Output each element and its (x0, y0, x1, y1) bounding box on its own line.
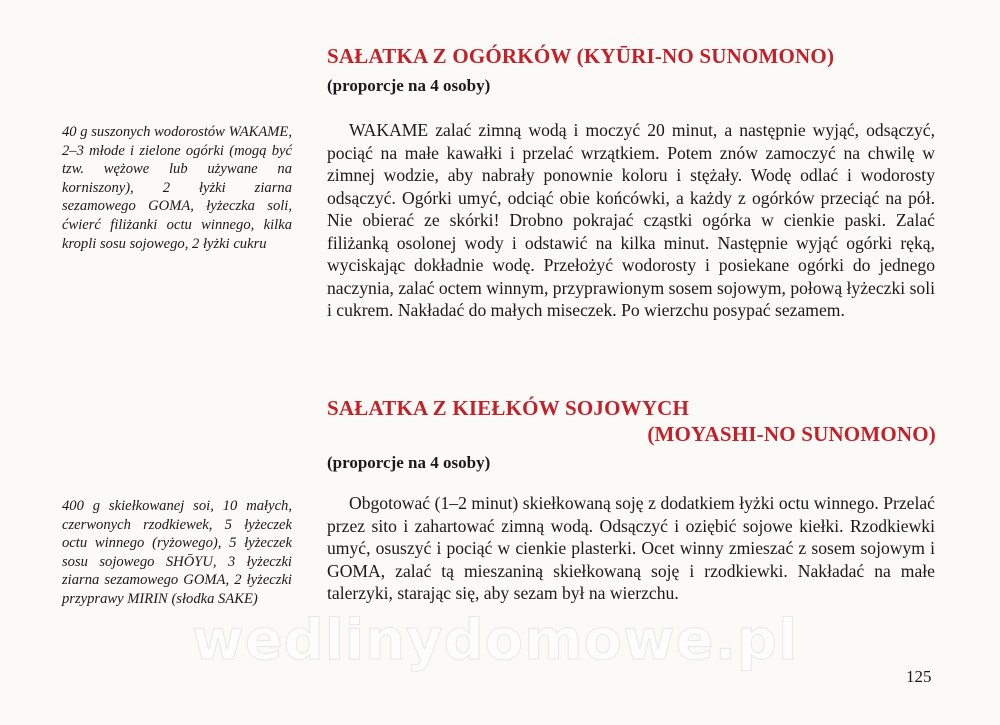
recipe1-title: SAŁATKA Z OGÓRKÓW (KYŪRI-NO SUNOMONO) (327, 44, 835, 68)
watermark: wedlinydomowe.pl (192, 608, 799, 673)
recipe1-ingredients: 40 g suszonych wodorostów WAKAME, 2–3 młode i zielone ogórki (mogą być tzw. wężowe lub używane na korniszony), 2 łyżki ziarna sezamowego GOMA, łyżeczka soli, ćwierć filiżanki octu winnego, kilka kropli sosu sojowego, 2 łyżki cukru (62, 124, 292, 252)
recipe2-instructions (327, 492, 935, 605)
recipe1-instructions (327, 119, 935, 322)
recipe2-portion: (proporcje na 4 osoby) (327, 453, 491, 472)
recipe2-instructions-text: Obgotować (1–2 minut) skiełkowaną soję z dodatkiem łyżki octu winnego. Przelać przez sito i zahartować zimną wodą. Odsączyć i oziębić sojowe kiełki. Rzodkiewki umyć, osuszyć i pociąć w cienkie plasterki. Ocet winny zmieszać z sosem sojowym i GOMA, zalać tą mieszaniną skiełkowaną soję i rzodkiewki. Nakładać na małe talerzyki, starając się, aby sezam był na wierzchu. (327, 493, 935, 603)
recipe1-portion: (proporcje na 4 osoby) (327, 76, 491, 95)
recipe1-instructions-text: WAKAME zalać zimną wodą i moczyć 20 minut, a następnie wyjąć, odsączyć, pociąć na małe kawałki i przelać wrzątkiem. Potem znów zamoczyć na chwilę w zimnej wodzie, aby nabrały ponownie koloru i stężały. Wodę odlać i wodorosty odsączyć. Ogórki umyć, odciąć obie końcówki, a każdy z ogórków przeciąć na pół. Nie obierać ze skórki! Drobno pokrajać cząstki ogórka w cienkie paski. Zalać filiżanką osolonej wody i odstawić na kilka minut. Następnie wyjąć ogórki ręką, wyciskając dokładnie wodę. Przełożyć wodorosty i posiekane ogórki do jednego naczynia, zalać octem winnym, przyprawionym sosem sojowym, połową łyżeczki soli i cukrem. Nakładać do małych miseczek. Po wierzchu posypać sezamem. (327, 120, 935, 320)
page-number: 125 (906, 667, 932, 686)
recipe2-title: SAŁATKA Z KIEŁKÓW SOJOWYCH (327, 396, 690, 420)
recipe2-title-japanese: (MOYASHI-NO SUNOMONO) (647, 422, 936, 446)
recipe2-ingredients: 400 g skiełkowanej soi, 10 małych, czerwonych rzodkiewek, 5 łyżeczek octu winnego (ryżowego), 5 łyżeczek sosu sojowego SHŌYU, 3 łyżeczki ziarna sezamowego GOMA, 2 łyżeczki przyprawy MIRIN (słodka SAKE) (62, 498, 292, 607)
